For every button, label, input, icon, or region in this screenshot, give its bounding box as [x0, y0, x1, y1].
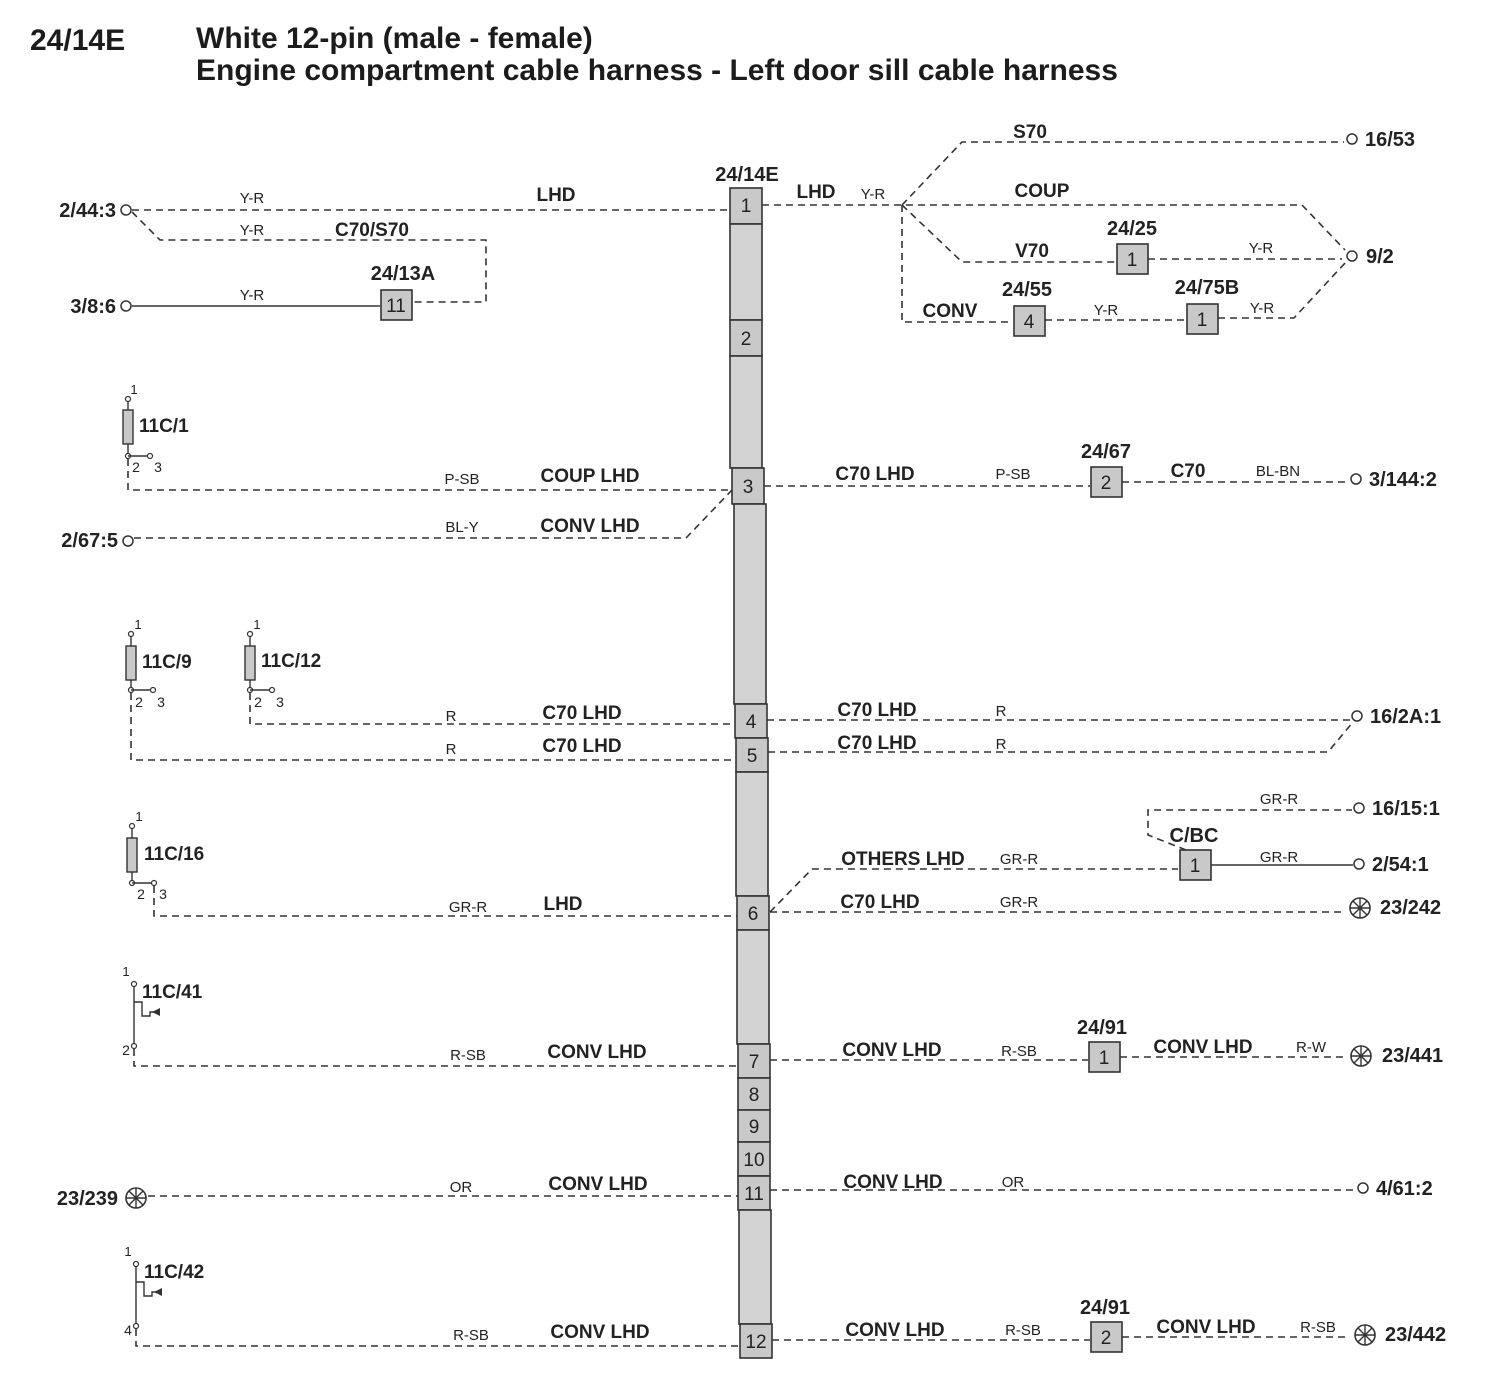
svg-text:1: 1: [124, 1244, 132, 1259]
wire-color-label: R-SB: [1001, 1043, 1037, 1060]
variant-label: COUP: [1014, 181, 1070, 202]
switch-11c-12: [245, 617, 321, 710]
component-24-75b-label: 24/75B: [1174, 277, 1240, 299]
wire: [902, 142, 1344, 205]
component-24-91-label: 24/91: [1079, 1297, 1131, 1319]
wire: [250, 693, 735, 724]
wire-color-label: R-SB: [450, 1047, 486, 1064]
svg-text:1: 1: [134, 617, 142, 632]
switch-11c-41: [122, 964, 203, 1058]
variant-label: CONV LHD: [842, 1040, 942, 1061]
terminal-23-239: 23/239: [56, 1188, 118, 1210]
variant-label: LHD: [543, 894, 583, 915]
component-24-67-label: 24/67: [1080, 441, 1132, 463]
wire-color-label: R: [995, 736, 1007, 753]
switch-11c-1-label: 11C/1: [139, 416, 189, 437]
diagram-title: White 12-pin (male - female): [196, 22, 593, 55]
wire: [134, 1049, 738, 1066]
wire-color-label: BL-BN: [1255, 463, 1301, 480]
switch-11c-42-label: 11C/42: [144, 1262, 205, 1283]
svg-text:3: 3: [154, 459, 162, 475]
component-pin-label: 2: [1100, 1328, 1112, 1349]
variant-label: OTHERS LHD: [841, 849, 965, 870]
pin-9-label: 9: [748, 1117, 760, 1138]
variant-label: C70 LHD: [835, 464, 915, 485]
component-24-91-label: 24/91: [1076, 1017, 1128, 1039]
variant-label: COUP LHD: [540, 466, 640, 487]
terminal-3-8-6: 3/8:6: [70, 296, 116, 318]
wire-color-label: R: [995, 703, 1007, 720]
wire-color-label: Y-R: [239, 222, 265, 239]
connector-body-segment: [736, 772, 768, 896]
pin-7-label: 7: [748, 1052, 760, 1073]
wire-color-label: OR: [449, 1179, 473, 1196]
wire-color-label: R-SB: [453, 1327, 489, 1344]
pin1-right-circuits: [762, 122, 1415, 336]
variant-label: CONV LHD: [1153, 1037, 1253, 1058]
component-pin-label: 1: [1098, 1048, 1110, 1069]
pin4-pin5-circuits: [131, 693, 1441, 760]
terminal-dot: [1351, 474, 1361, 484]
variant-label: CONV LHD: [1156, 1317, 1256, 1338]
component-pin-label: 1: [1196, 310, 1208, 331]
wire-color-label: Y-R: [1249, 300, 1275, 317]
switch-11c-16-label: 11C/16: [144, 844, 205, 865]
wire-color-label: R-SB: [1005, 1322, 1041, 1339]
pin-11-label: 11: [744, 1184, 764, 1205]
wire: [132, 212, 486, 302]
wire: [902, 205, 1116, 262]
switch-11c-1: [123, 382, 189, 475]
connector-body-segment: [739, 1210, 771, 1324]
wire-color-label: R-SB: [1300, 1319, 1336, 1336]
ground-symbol-23-441: [1351, 1046, 1371, 1066]
terminal-2-67-5: 2/67:5: [61, 530, 118, 552]
wire-color-label: GR-R: [448, 899, 488, 916]
variant-label: C70 LHD: [837, 733, 917, 754]
connector-body-segment: [734, 504, 766, 704]
variant-label: C70 LHD: [837, 700, 917, 721]
component-24-55-label: 24/55: [1001, 279, 1053, 301]
wire-color-label: Y-R: [239, 190, 265, 207]
variant-label: LHD: [796, 182, 836, 203]
switch-11c-16: [127, 809, 204, 902]
terminal-16-15-1: 16/15:1: [1372, 798, 1440, 820]
wire-color-label: Y-R: [239, 287, 265, 304]
switch-11c-9-label: 11C/9: [142, 652, 192, 673]
variant-label: C70 LHD: [542, 703, 622, 724]
wire-color-label: Y-R: [1248, 240, 1274, 257]
svg-text:3: 3: [276, 694, 284, 710]
wire-color-label: R: [445, 708, 457, 725]
svg-text:2: 2: [122, 1042, 130, 1058]
wire: [770, 869, 1178, 912]
connector-body-segment: [737, 930, 769, 1044]
component-24-25-label: 24/25: [1106, 218, 1158, 240]
terminal-dot: [1358, 1183, 1368, 1193]
terminal-4-61-2: 4/61:2: [1376, 1178, 1433, 1200]
main-connector-24-14e: [715, 164, 778, 1358]
svg-text:1: 1: [135, 809, 143, 824]
variant-label: CONV LHD: [550, 1322, 650, 1343]
variant-label: C70/S70: [335, 220, 409, 241]
ground-symbol-23-239: [126, 1188, 146, 1208]
svg-text:2: 2: [132, 459, 140, 475]
switch-11c-12-label: 11C/12: [261, 651, 322, 672]
wire-color-label: GR-R: [1259, 849, 1299, 866]
svg-text:2: 2: [135, 694, 143, 710]
svg-text:3: 3: [159, 886, 167, 902]
variant-label: C70 LHD: [840, 892, 920, 913]
pin-6-label: 6: [747, 904, 759, 925]
pin-2-label: 2: [740, 329, 752, 350]
pin-4-label: 4: [745, 712, 757, 733]
ground-symbol-23-442: [1355, 1325, 1375, 1345]
variant-label: LHD: [536, 185, 576, 206]
terminal-2-44-3: 2/44:3: [59, 200, 116, 222]
component-pin-label: 1: [1126, 250, 1138, 271]
pin-12-label: 12: [745, 1332, 767, 1353]
wire: [134, 490, 732, 538]
wire: [154, 886, 737, 916]
terminal-9-2: 9/2: [1366, 246, 1394, 268]
pin7-circuits: [134, 1017, 1443, 1072]
component-pin-label: 1: [1189, 856, 1201, 877]
variant-label: CONV LHD: [547, 1042, 647, 1063]
svg-text:1: 1: [122, 964, 130, 979]
ground-symbol-23-242: [1350, 898, 1370, 918]
wire-color-label: GR-R: [999, 851, 1039, 868]
pin6-circuits: [154, 791, 1441, 919]
svg-text:1: 1: [130, 382, 138, 397]
variant-label: CONV LHD: [843, 1172, 943, 1193]
terminal-dot: [1352, 711, 1362, 721]
wire-color-label: R-W: [1296, 1039, 1326, 1056]
terminal-dot: [123, 536, 133, 546]
component-24-13a-label: 24/13A: [370, 263, 436, 285]
wire-color-label: R: [445, 741, 457, 758]
wire: [128, 459, 732, 490]
variant-label: C70 LHD: [542, 736, 622, 757]
variant-label: CONV: [922, 301, 978, 322]
terminal-dot: [1347, 134, 1357, 144]
svg-text:2: 2: [254, 694, 262, 710]
wire-color-label: GR-R: [999, 894, 1039, 911]
pin-5-label: 5: [746, 746, 758, 767]
pin-1-label: 1: [740, 196, 752, 217]
wire-color-label: Y-R: [1093, 302, 1119, 319]
terminal-16-2a-1: 16/2A:1: [1370, 706, 1442, 728]
svg-text:1: 1: [253, 617, 261, 632]
wire-color-label: Y-R: [860, 186, 886, 203]
terminal-16-53: 16/53: [1365, 129, 1416, 151]
terminal-dot: [1354, 803, 1364, 813]
terminal-dot: [121, 301, 131, 311]
component-pin-label: 2: [1100, 473, 1112, 494]
wire-color-label: P-SB: [444, 471, 480, 488]
pin12-circuits: [136, 1297, 1446, 1352]
main-connector-label: 24/14E: [715, 164, 779, 186]
wire-color-label: GR-R: [1259, 791, 1299, 808]
terminal-dot: [1354, 859, 1364, 869]
svg-text:3: 3: [157, 694, 165, 710]
terminal-23-242: 23/242: [1380, 897, 1442, 919]
svg-text:4: 4: [124, 1322, 132, 1338]
switch-11c-9: [126, 617, 192, 710]
wire: [131, 693, 736, 760]
variant-label: CONV LHD: [845, 1320, 945, 1341]
component-cbc-label: C/BC: [1169, 825, 1219, 847]
component-pin-label: 4: [1023, 312, 1035, 333]
connector-body-segment: [730, 356, 762, 468]
pin-3-label: 3: [742, 477, 754, 498]
variant-label: S70: [1013, 122, 1047, 143]
pin1-left-circuits: [59, 185, 730, 320]
terminal-dot: [121, 205, 131, 215]
wire-color-label: OR: [1001, 1174, 1025, 1191]
diagram-code: 24/14E: [30, 24, 126, 57]
diagram-subtitle: Engine compartment cable harness - Left door sill cable harness: [196, 54, 1118, 87]
wire-color-label: BL-Y: [445, 519, 479, 536]
switch-11c-42: [124, 1244, 204, 1338]
terminal-3-144-2: 3/144:2: [1369, 469, 1437, 491]
connector-body-segment: [730, 224, 762, 320]
variant-label: V70: [1015, 241, 1049, 262]
switch-11c-41-label: 11C/41: [142, 982, 203, 1003]
pin-10-label: 10: [743, 1150, 765, 1171]
variant-label: CONV LHD: [540, 516, 640, 537]
terminal-2-54-1: 2/54:1: [1372, 854, 1429, 876]
svg-text:2: 2: [137, 886, 145, 902]
pin-8-label: 8: [748, 1085, 760, 1106]
component-pin-label: 11: [386, 296, 406, 317]
terminal-23-442: 23/442: [1385, 1324, 1447, 1346]
terminal-23-441: 23/441: [1382, 1045, 1444, 1067]
terminal-dot: [1347, 251, 1357, 261]
variant-label: CONV LHD: [548, 1174, 648, 1195]
variant-label: C70: [1170, 461, 1206, 482]
wire-color-label: P-SB: [995, 466, 1031, 483]
